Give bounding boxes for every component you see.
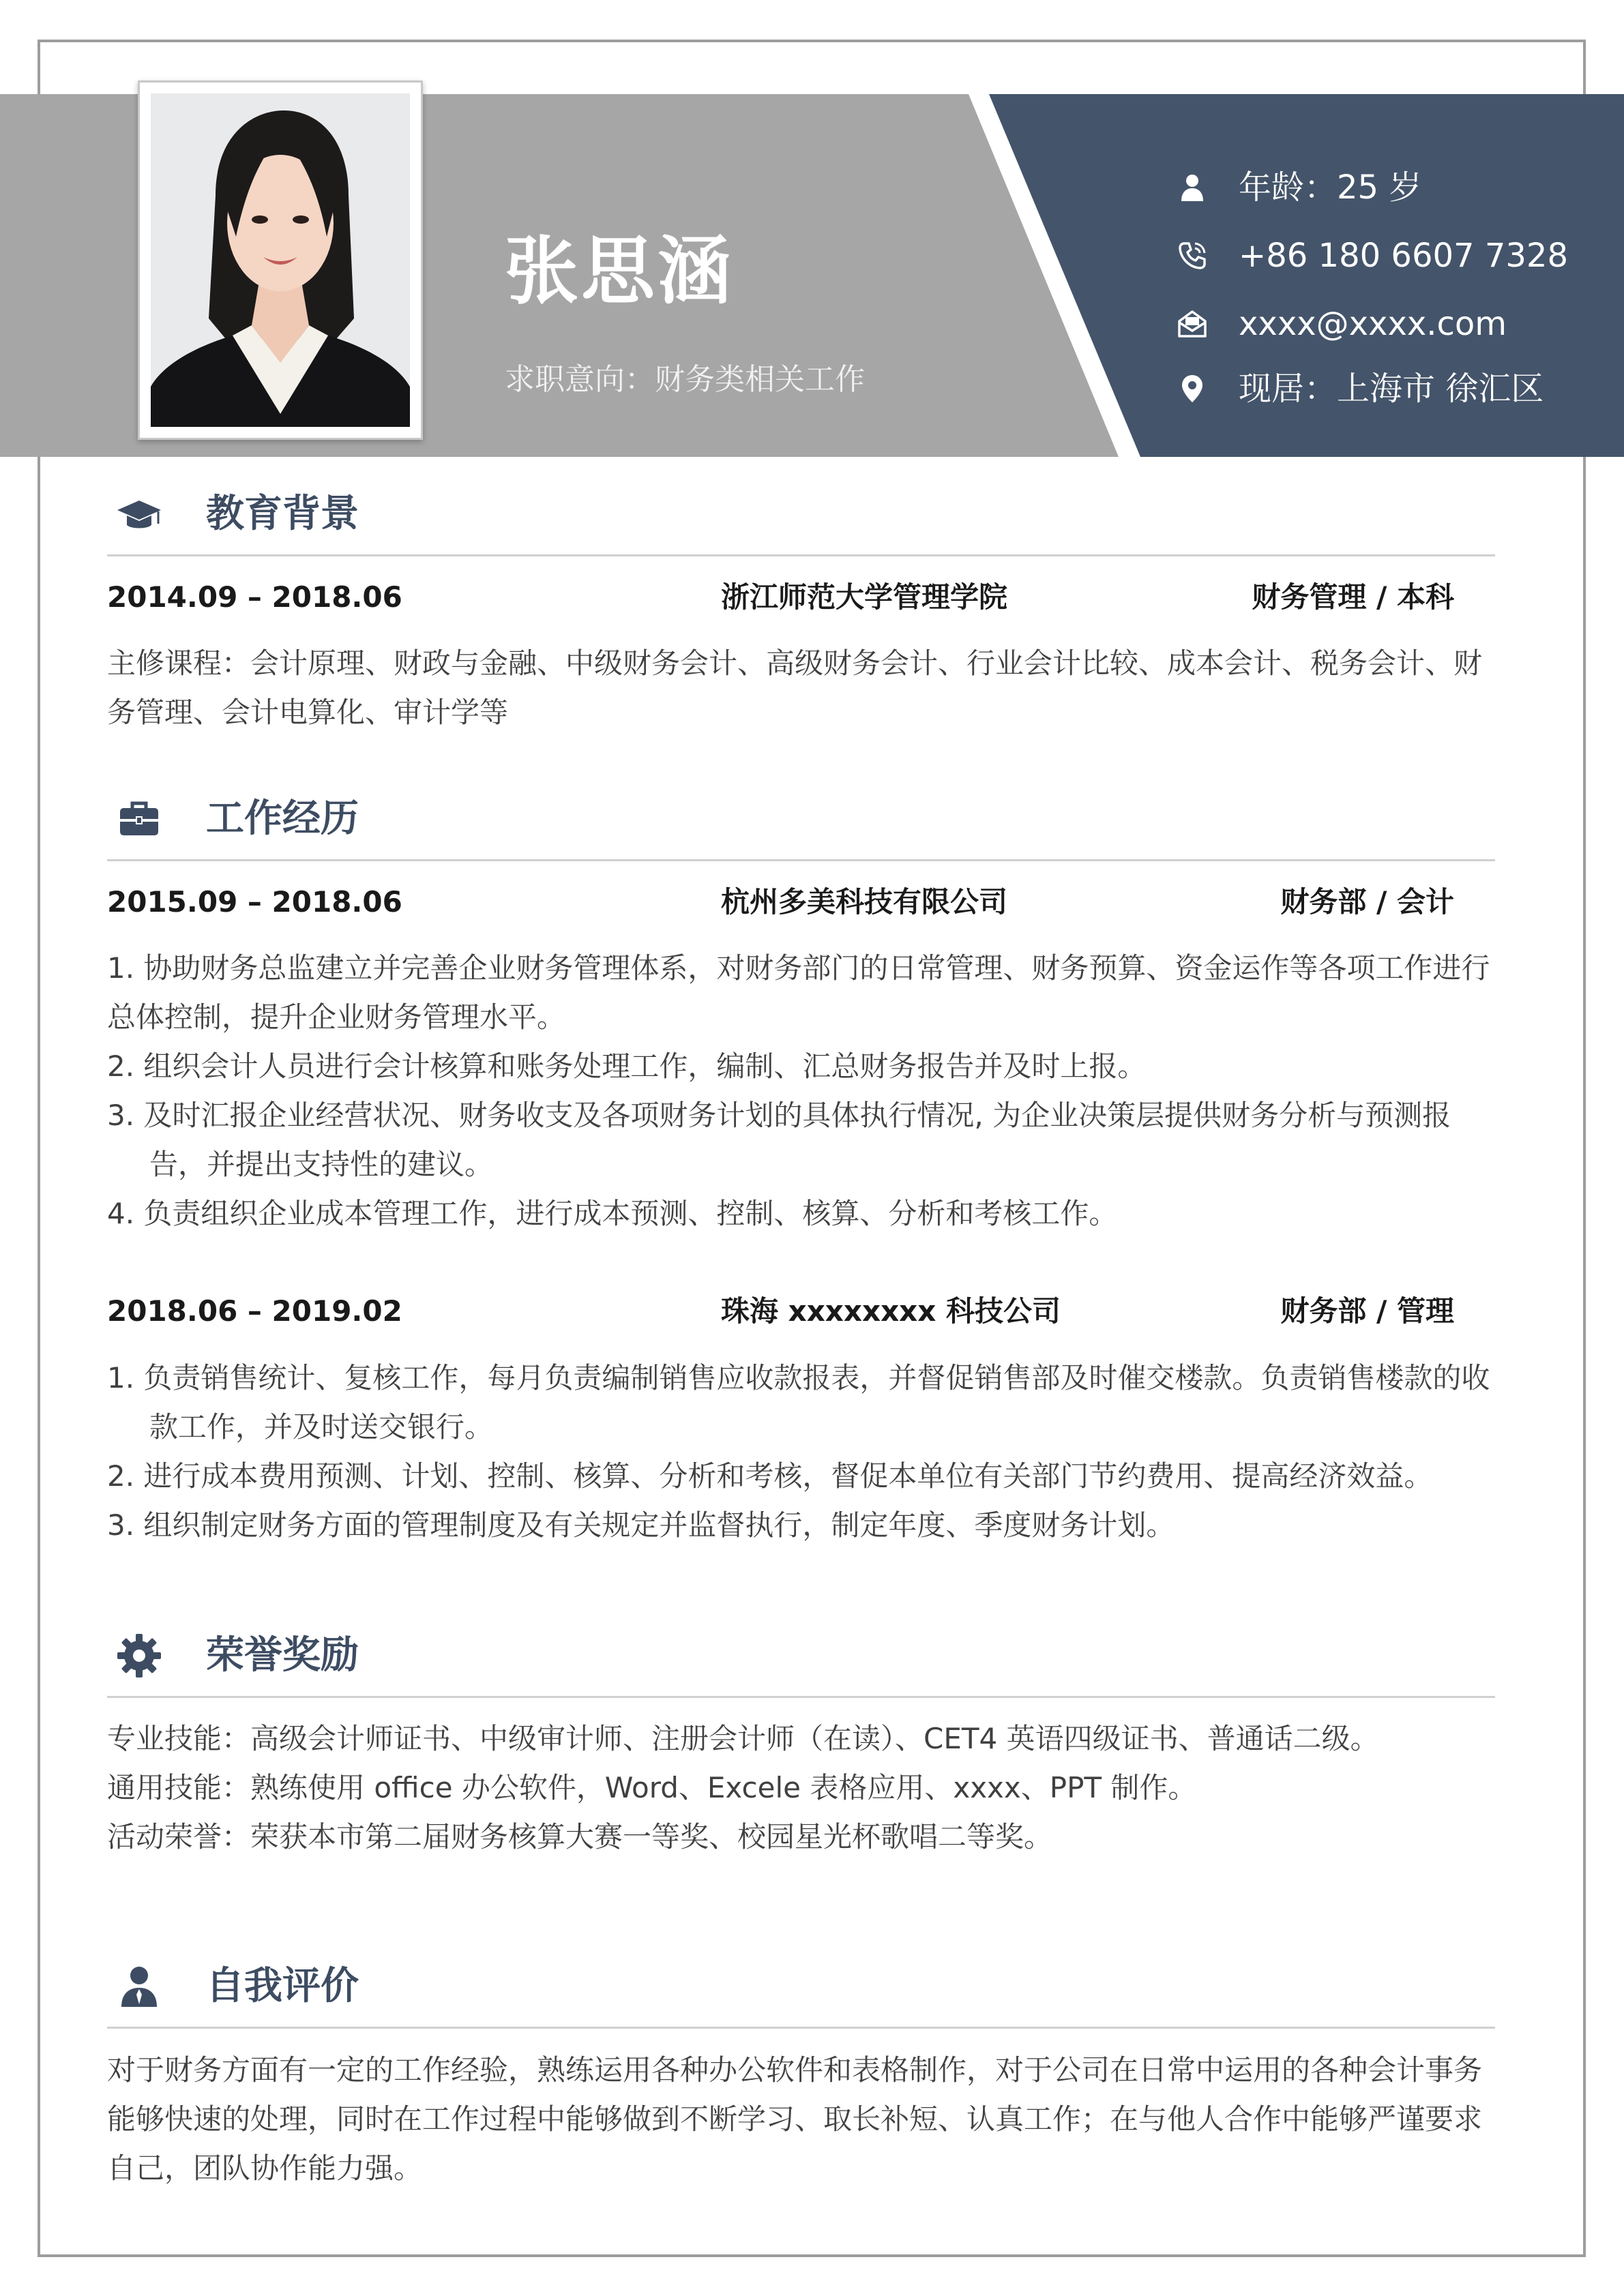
job-role: 财务部 / 会计 <box>1280 885 1454 919</box>
section-honors-header <box>109 1630 359 1682</box>
job-objective: 求职意向：财务类相关工作 <box>505 362 865 397</box>
section-self-eval-title: 自我评价 <box>206 1964 359 2008</box>
job-1-duties <box>107 944 1495 1238</box>
contact-phone-text: +86 180 6607 7328 <box>1239 237 1568 275</box>
divider <box>107 1696 1495 1698</box>
education-school: 浙江师范大学管理学院 <box>721 580 1008 614</box>
list-item: 1. 协助财务总监建立并完善企业财务管理体系，对财务部门的日常管理、财务预算、资金运作等各项工作进行总体控制，提升企业财务管理水平。 <box>107 951 1490 1034</box>
section-education-header <box>109 488 359 540</box>
job-2-duties <box>107 1354 1495 1550</box>
divider <box>107 2027 1495 2029</box>
list-item: 2. 组织会计人员进行会计核算和账务处理工作，编制、汇总财务报告并及时上报。 <box>107 1049 1147 1083</box>
candidate-name: 张思涵 <box>505 229 735 314</box>
divider <box>107 859 1495 861</box>
divider <box>107 554 1495 556</box>
job-date: 2018.06 – 2019.02 <box>107 1294 402 1328</box>
job-date: 2015.09 – 2018.06 <box>107 885 402 919</box>
honors-professional-skills: 专业技能：高级会计师证书、中级审计师、注册会计师（在读）、CET4 英语四级证书、普通话二级。 <box>107 1722 1379 1755</box>
section-work-title: 工作经历 <box>206 796 359 841</box>
portrait-illustration <box>151 93 410 427</box>
profile-photo <box>138 80 423 440</box>
contact-email <box>1173 305 1507 343</box>
education-entry <box>107 577 1495 618</box>
mail-icon <box>1173 305 1211 343</box>
gear-icon <box>109 1630 169 1682</box>
honors-list <box>107 1714 1495 1862</box>
contact-location <box>1173 370 1544 408</box>
list-item: 2. 进行成本费用预测、计划、控制、核算、分析和考核，督促本单位有关部门节约费用、提高经济效益。 <box>107 1459 1433 1493</box>
graduation-cap-icon <box>109 488 169 540</box>
job-entry-2 <box>107 1291 1495 1332</box>
honors-activity-awards: 活动荣誉：荣获本市第二届财务核算大赛一等奖、校园星光杯歌唱二等奖。 <box>107 1820 1053 1853</box>
contact-email-text: xxxx@xxxx.com <box>1239 305 1507 343</box>
section-education-title: 教育背景 <box>206 492 359 536</box>
list-item: 3. 及时汇报企业经营状况、财务收支及各项财务计划的具体执行情况, 为企业决策层提供财务分析与预测报告，并提出支持性的建议。 <box>107 1099 1451 1181</box>
contact-age <box>1173 168 1421 207</box>
user-icon <box>109 1960 169 2012</box>
job-role: 财务部 / 管理 <box>1280 1294 1454 1328</box>
person-icon <box>1173 168 1211 207</box>
job-company: 珠海 xxxxxxxx 科技公司 <box>721 1294 1061 1328</box>
self-evaluation-text: 对于财务方面有一定的工作经验，熟练运用各种办公软件和表格制作，对于公司在日常中运用的各种会计事务能够快速的处理，同时在工作过程中能够做到不断学习、取长补短、认真工作；在与他人合作中能够严谨要求自己，团队协作能力强。 <box>107 2053 1483 2185</box>
contact-phone <box>1173 237 1568 275</box>
section-honors-title: 荣誉奖励 <box>206 1633 359 1678</box>
education-date: 2014.09 – 2018.06 <box>107 580 402 614</box>
section-self-eval-header <box>109 1960 359 2012</box>
list-item: 1. 负责销售统计、复核工作，每月负责编制销售应收款报表，并督促销售部及时催交楼款。负责销售楼款的收款工作，并及时送交银行。 <box>107 1361 1490 1444</box>
job-entry-1 <box>107 882 1495 923</box>
phone-icon <box>1173 237 1211 275</box>
location-pin-icon <box>1173 370 1211 408</box>
education-courses: 主修课程：会计原理、财政与金融、中级财务会计、高级财务会计、行业会计比较、成本会计、税务会计、财务管理、会计电算化、审计学等 <box>107 646 1483 729</box>
briefcase-icon <box>109 793 169 845</box>
education-major: 财务管理 / 本科 <box>1252 580 1454 614</box>
section-work-header <box>109 793 359 845</box>
honors-general-skills: 通用技能：熟练使用 office 办公软件，Word、Excele 表格应用、xxxx、PPT 制作。 <box>107 1771 1197 1804</box>
contact-age-text: 年龄：25 岁 <box>1239 168 1422 207</box>
contact-location-text: 现居：上海市 徐汇区 <box>1239 370 1544 408</box>
job-company: 杭州多美科技有限公司 <box>721 885 1008 919</box>
list-item: 4. 负责组织企业成本管理工作，进行成本预测、控制、核算、分析和考核工作。 <box>107 1197 1118 1230</box>
list-item: 3. 组织制定财务方面的管理制度及有关规定并监督执行，制定年度、季度财务计划。 <box>107 1508 1175 1542</box>
